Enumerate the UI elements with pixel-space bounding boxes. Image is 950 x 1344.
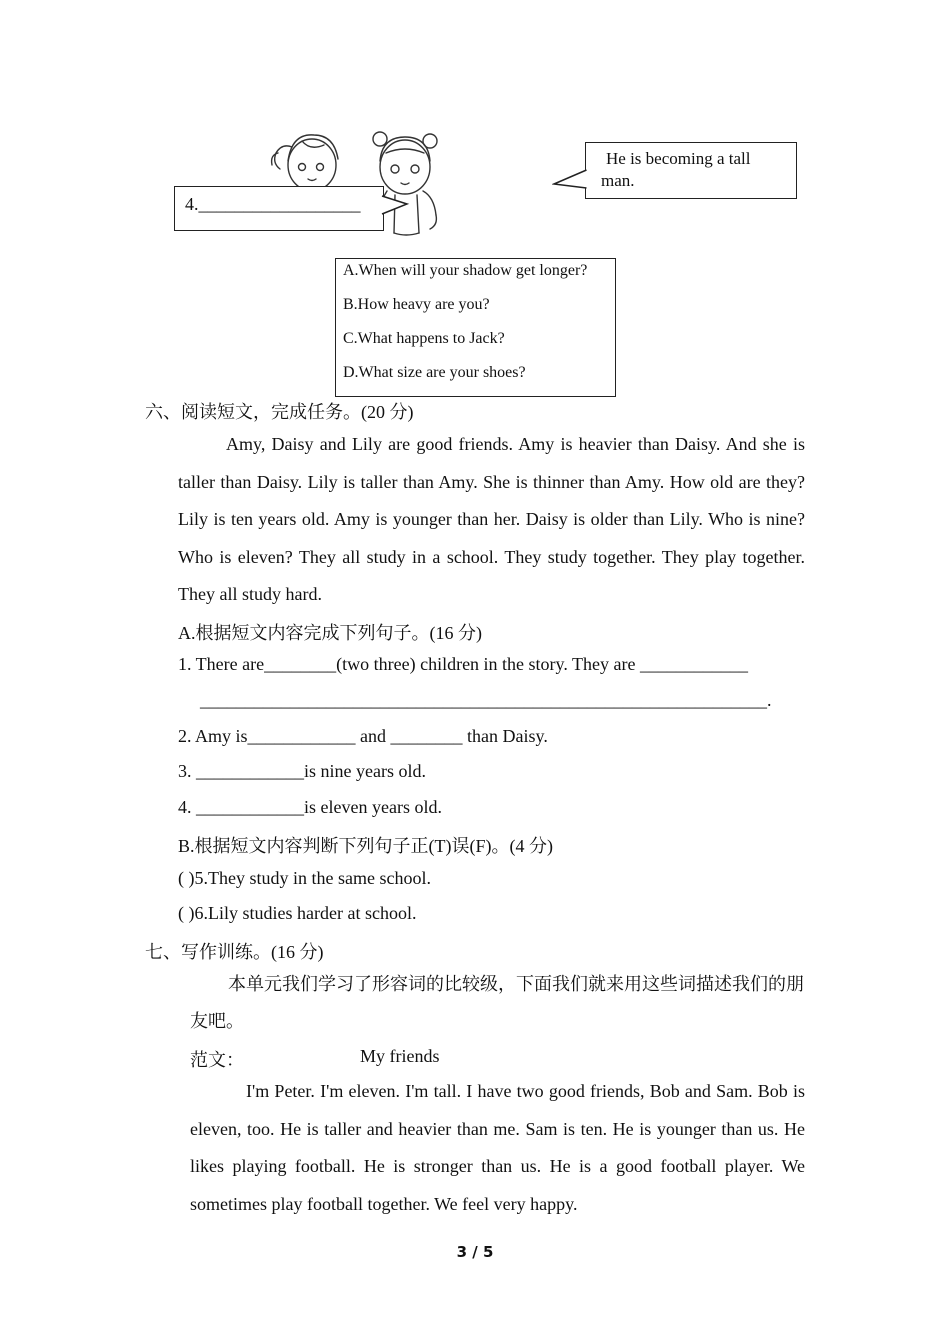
- part-a-heading: A.根据短文内容完成下列句子。(16 分): [178, 623, 482, 643]
- reading-passage: Amy, Daisy and Lily are good friends. Amy is heavier than Daisy. And she is taller than Daisy. Lily is taller than Amy. She is thinner than Amy. How old are they? Lily is ten years old. Amy is younger than her. Daisy is older than Lily. Who is nine? Who is eleven? They all study in a school. They study together. They play together. They all study hard.: [178, 434, 805, 604]
- page-number: 3 / 5: [456, 1243, 494, 1261]
- option-c: C.What happens to Jack?: [343, 330, 505, 347]
- answer-blank: 4.__________________: [185, 194, 361, 214]
- option-a: A.When will your shadow get longer?: [343, 262, 588, 279]
- question-1: 1. There are________(two three) children in the story. They are ____________: [178, 654, 749, 674]
- question-1-answer-line: _______________________________________________________________.: [200, 690, 772, 710]
- part-b-heading: B.根据短文内容判断下列句子正(T)误(F)。(4 分): [178, 836, 553, 856]
- question-3: 3. ____________is nine years old.: [178, 761, 426, 781]
- option-b: B.How heavy are you?: [343, 296, 490, 313]
- section7-heading: 七、写作训练。(16 分): [145, 942, 324, 962]
- option-d: D.What size are your shoes?: [343, 364, 526, 381]
- question-2: 2. Amy is____________ and ________ than Daisy.: [178, 726, 548, 746]
- speech-bubble-pointer: [552, 168, 588, 192]
- question-6: ( )6.Lily studies harder at school.: [178, 903, 417, 923]
- speech-text: He is becoming a tall man.: [601, 149, 751, 190]
- sample-title: My friends: [360, 1046, 440, 1066]
- sample-essay: I'm Peter. I'm eleven. I'm tall. I have two good friends, Bob and Sam. Bob is eleven, too. He is taller and heavier than me. Sam is ten. He is younger than us. He likes playing football. He is stronger than us. He is a good football player. We sometimes play football together. We feel very happy.: [190, 1081, 805, 1214]
- question-4: 4. ____________is eleven years old.: [178, 797, 442, 817]
- sample-label: 范文：: [190, 1050, 244, 1070]
- answer-box-pointer: [381, 192, 411, 220]
- section6-heading: 六、阅读短文，完成任务。(20 分): [145, 402, 414, 422]
- question-5: ( )5.They study in the same school.: [178, 868, 431, 888]
- writing-intro: 本单元我们学习了形容词的比较级，下面我们就来用这些词描述我们的朋友吧。: [190, 974, 804, 1031]
